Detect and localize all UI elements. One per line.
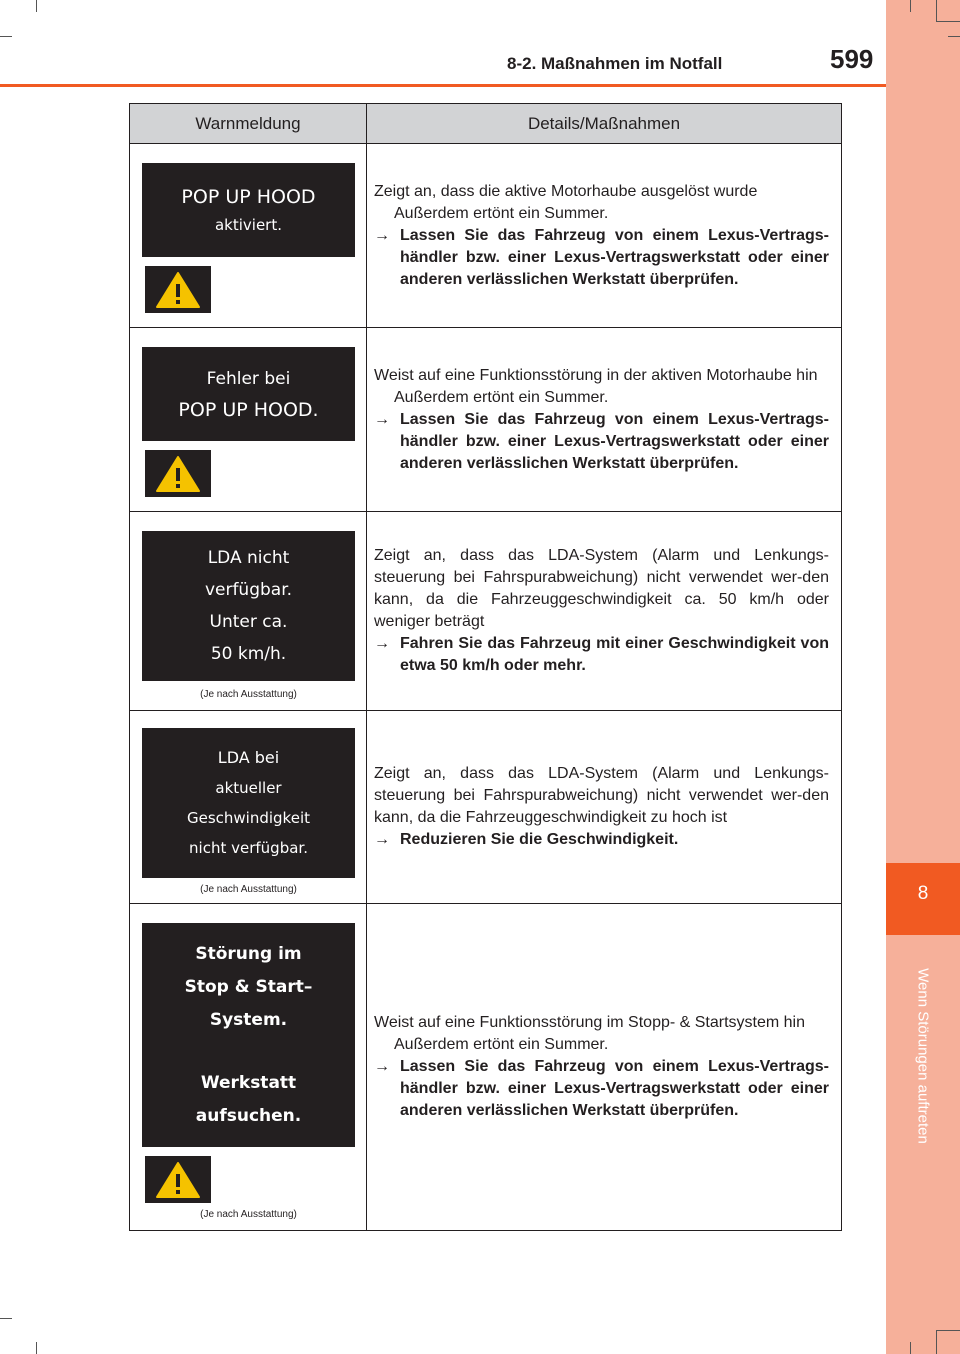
crop-mark [0, 36, 12, 37]
crop-mark [948, 36, 960, 37]
description-extra: Außerdem ertönt ein Summer. [394, 388, 609, 406]
display-line: 50 km/h. [210, 644, 287, 664]
warning-cell [130, 328, 367, 511]
message-display [142, 923, 355, 1147]
arrow-icon: → [374, 410, 390, 428]
column-header-details: Details/Maßnahmen [527, 113, 681, 133]
display-line: aufsuchen. [195, 1105, 302, 1126]
table-row [130, 904, 841, 1230]
action-text: Reduzieren Sie die Geschwindigkeit. [400, 831, 679, 848]
crop-mark [936, 1330, 960, 1331]
table-row [130, 328, 841, 512]
section-title: 8-2. Maßnahmen im Notfall [507, 54, 723, 73]
action-text: Lassen Sie das Fahrzeug von einem Lexus-Vertrags-händler bzw. einer Lexus-Vertragswerkstatt oder einer anderen verlässlichen Werkstatt überprüfen. [400, 226, 829, 288]
crop-mark [910, 1342, 911, 1354]
warning-table [129, 103, 842, 1231]
description-text: Weist auf eine Funktionsstörung in der aktiven Motorhaube hin [374, 366, 818, 384]
display-line: POP UP HOOD [181, 186, 316, 208]
message-display [142, 347, 355, 441]
crop-mark [36, 0, 37, 12]
crop-mark [936, 21, 960, 22]
display-line: POP UP HOOD. [178, 399, 319, 421]
details-cell [367, 512, 841, 710]
display-line: Stop & Start– [184, 976, 313, 997]
description-text: Zeigt an, dass das LDA-System (Alarm und Lenkungs-steuerung bei Fahrspurabweichung) nicht verwendet wer-den kann, da die Fahrzeuggeschwindigkeit ca. 50 km/h oder weniger beträgt [374, 547, 829, 630]
message-display [142, 163, 355, 257]
details-cell [367, 711, 841, 903]
display-line: Fehler bei [206, 369, 291, 389]
display-line: System. [209, 1009, 288, 1030]
action-item [374, 1056, 829, 1122]
details-cell [367, 328, 841, 511]
message-display [142, 531, 355, 681]
action-text: Lassen Sie das Fahrzeug von einem Lexus-Vertrags-händler bzw. einer Lexus-Vertragswerkstatt oder einer anderen verlässlichen Werkstatt überprüfen. [400, 1058, 829, 1119]
chapter-tab [886, 863, 960, 935]
table-row [130, 711, 841, 904]
warning-cell [130, 512, 367, 710]
details-cell [367, 904, 841, 1230]
action-item [374, 409, 829, 475]
warning-triangle-icon [154, 1160, 202, 1200]
warning-triangle-icon [154, 270, 202, 310]
equipment-note: (Je nach Ausstattung) [200, 1209, 297, 1220]
display-line: aktiviert. [214, 216, 283, 234]
action-text: Fahren Sie das Fahrzeug mit einer Geschwindigkeit von etwa 50 km/h oder mehr. [400, 635, 829, 674]
chapter-side-band [886, 0, 960, 1354]
crop-mark [0, 1318, 12, 1319]
arrow-icon: → [374, 226, 390, 244]
table-row [130, 512, 841, 711]
warning-cell [130, 711, 367, 903]
description-text: Zeigt an, dass die aktive Motorhaube ausgelöst wurde [374, 182, 758, 200]
display-line: Störung im [195, 943, 302, 964]
page-number: 599 [830, 44, 874, 74]
display-line: aktueller [215, 779, 282, 797]
arrow-icon: → [374, 635, 390, 652]
warning-cell [130, 904, 367, 1230]
display-line: Unter ca. [209, 612, 288, 632]
table-row [130, 144, 841, 328]
warning-light [145, 450, 211, 497]
column-header-warning: Warnmeldung [130, 104, 367, 143]
warning-light [145, 266, 211, 313]
display-line: LDA bei [217, 748, 280, 767]
action-item [374, 225, 829, 291]
arrow-icon: → [374, 1058, 390, 1075]
crop-mark [910, 0, 911, 12]
display-line: nicht verfügbar. [189, 839, 308, 857]
arrow-icon: → [374, 831, 390, 848]
crop-mark [936, 1330, 937, 1354]
display-line: verfügbar. [204, 580, 293, 600]
description-extra: Außerdem ertönt ein Summer. [394, 204, 609, 222]
crop-mark [36, 1342, 37, 1354]
description-text: Weist auf eine Funktionsstörung im Stopp- & Startsystem hin [374, 1014, 806, 1031]
details-cell [367, 144, 841, 327]
description-extra: Außerdem ertönt ein Summer. [394, 1036, 609, 1053]
warning-cell [130, 144, 367, 327]
chapter-number: 8 [917, 883, 929, 904]
display-line: Geschwindigkeit [186, 809, 310, 827]
display-line: LDA nicht [207, 548, 290, 568]
description-text: Zeigt an, dass das LDA-System (Alarm und Lenkungs-steuerung bei Fahrspurabweichung) nicht verwendet wer-den kann, da die Fahrzeuggeschwindigkeit zu hoch ist [374, 765, 829, 826]
warning-triangle-icon [154, 454, 202, 494]
display-line: Werkstatt [200, 1072, 297, 1093]
chapter-title: Wenn Störungen auftreten [914, 968, 932, 1144]
header-rule [0, 84, 886, 87]
warning-light [145, 1156, 211, 1203]
equipment-note: (Je nach Ausstattung) [200, 689, 297, 700]
message-display [142, 728, 355, 878]
crop-mark [936, 0, 937, 22]
action-item [374, 633, 829, 677]
action-text: Lassen Sie das Fahrzeug von einem Lexus-Vertrags-händler bzw. einer Lexus-Vertragswerkstatt oder einer anderen verlässlichen Werkstatt überprüfen. [400, 410, 829, 472]
equipment-note: (Je nach Ausstattung) [200, 884, 297, 895]
action-item [374, 829, 829, 851]
table-header [130, 104, 841, 144]
